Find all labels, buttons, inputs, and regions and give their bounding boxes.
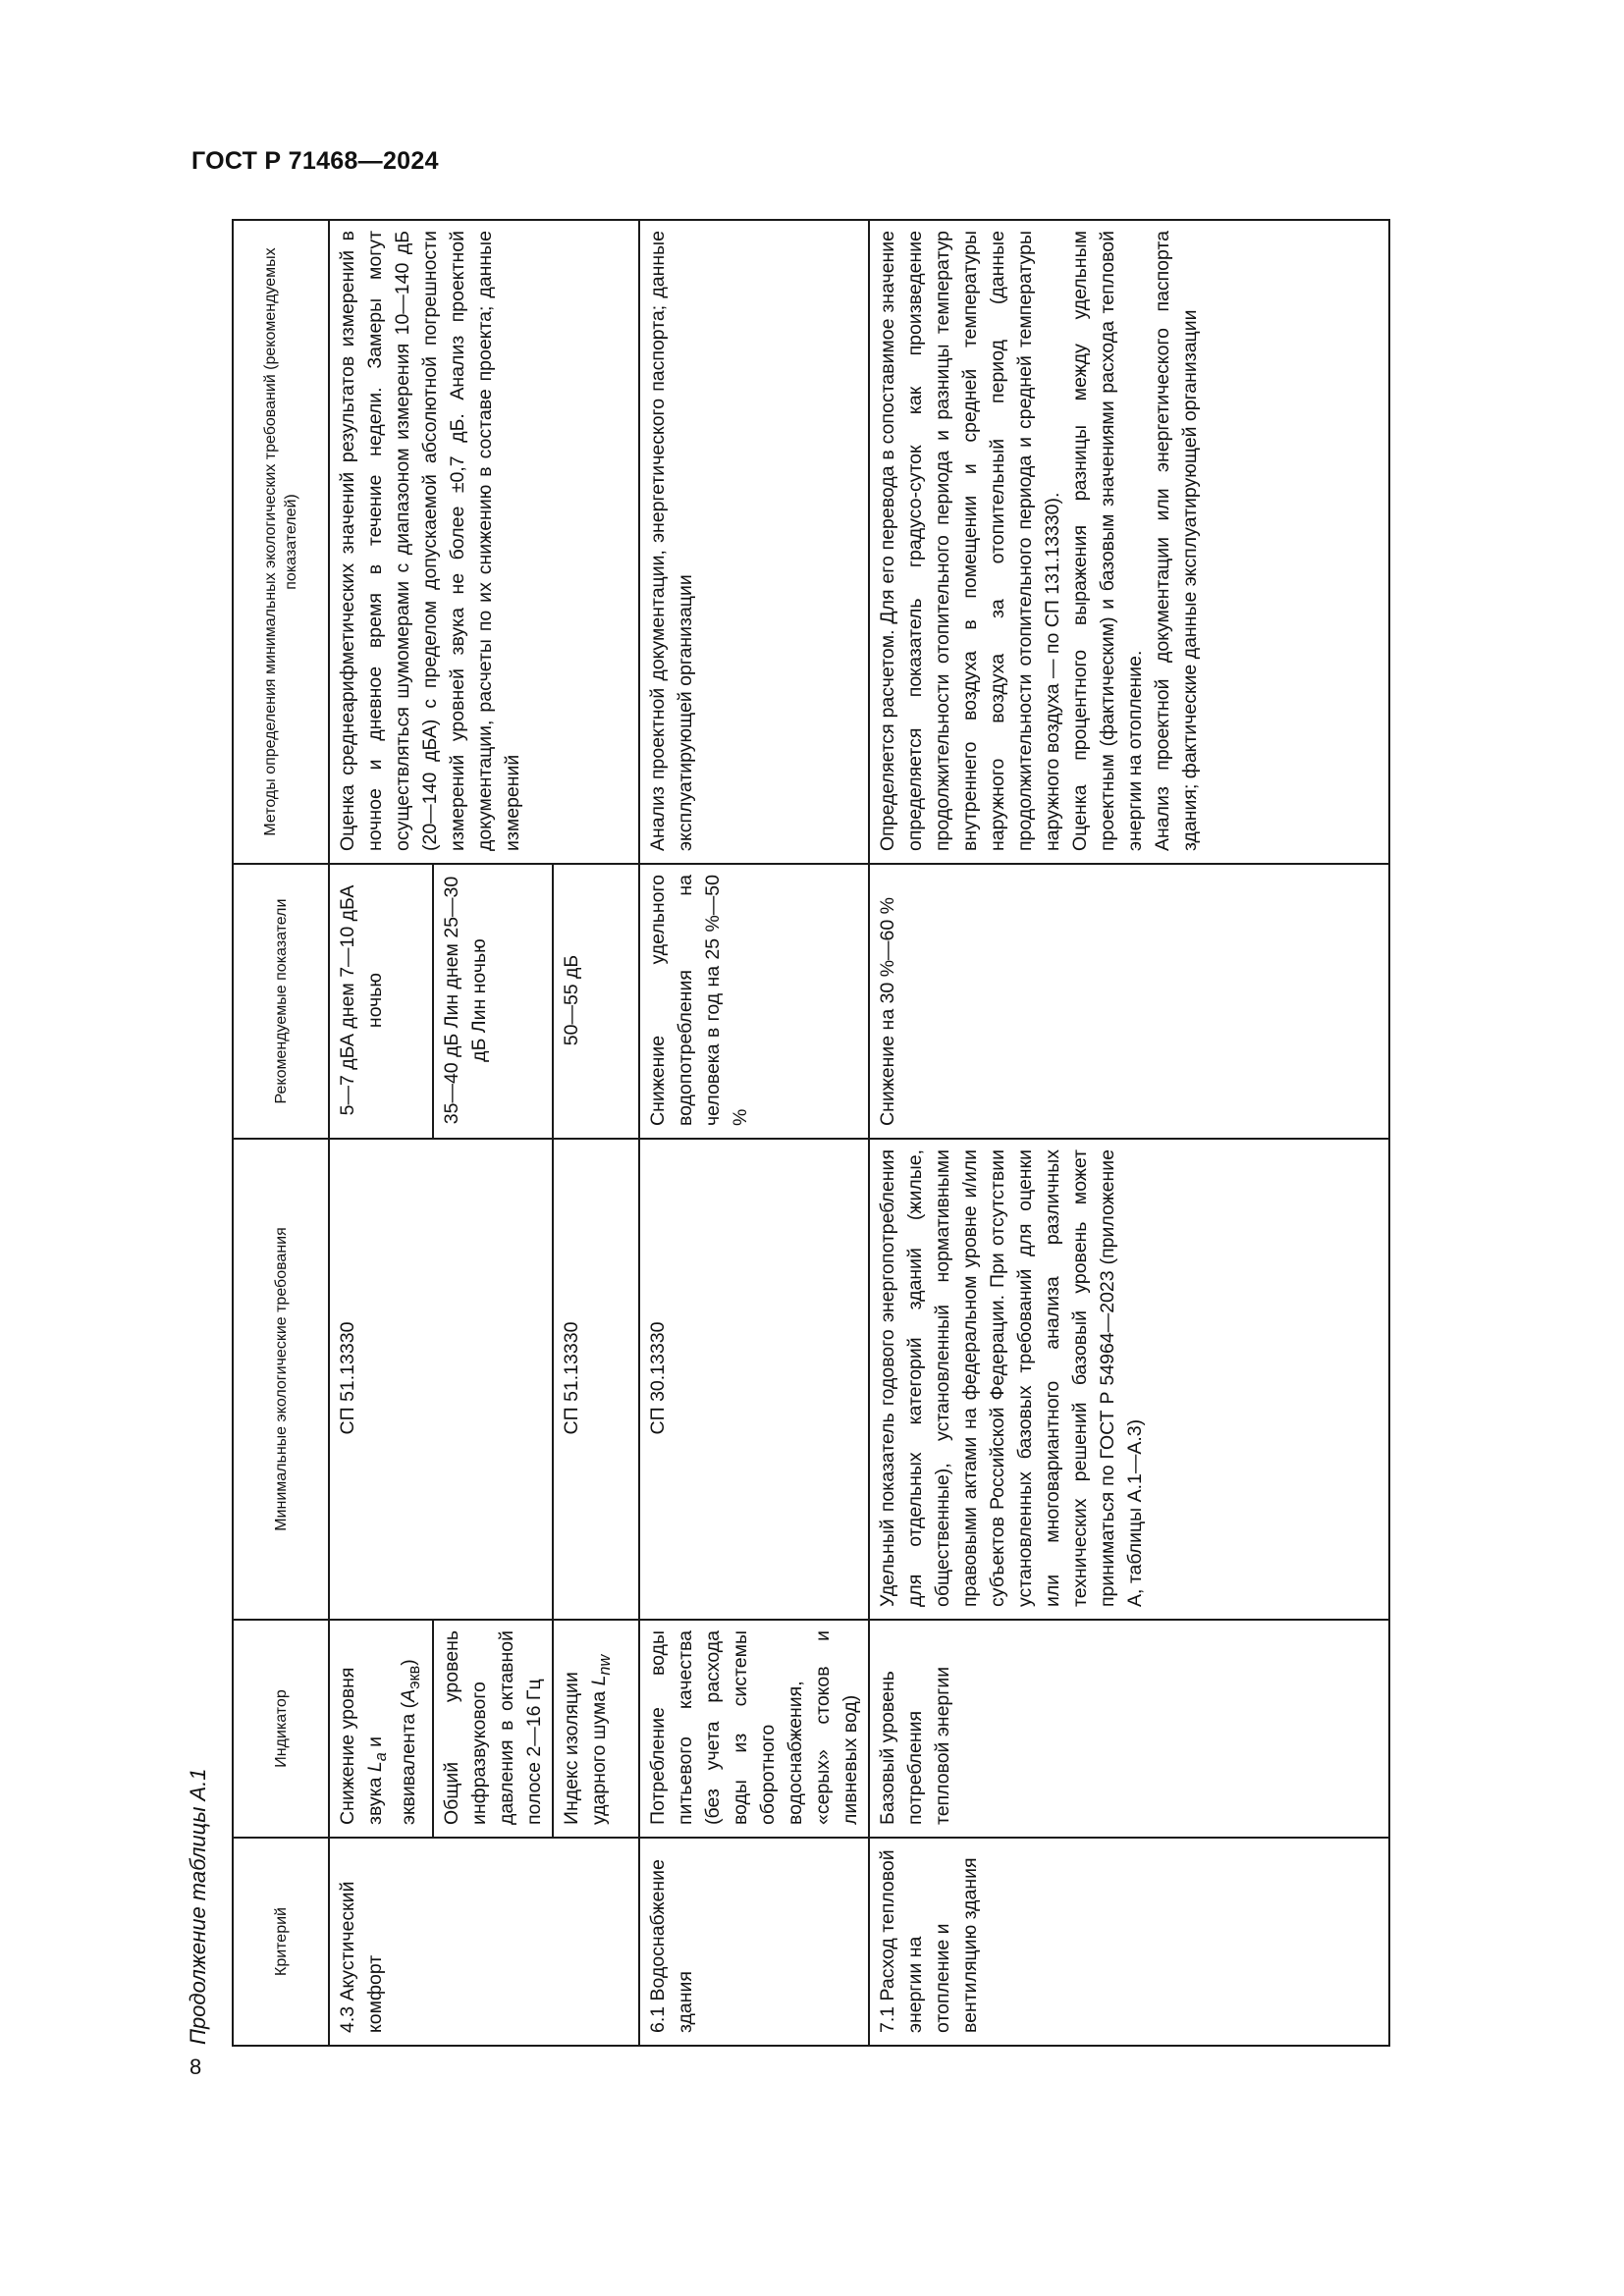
cell-requirement-sp30: СП 30.13330 <box>639 1139 869 1620</box>
symbol-a: A <box>397 1688 419 1702</box>
cell-recommended-db-lin: 35—40 дБ Лин днем 25—30 дБ Лин ночью <box>433 864 553 1139</box>
cell-indicator-water: Потребление воды питьевого качества (без учета расхода воды из системы оборотного водоснабжения, «серых» стоков и ливневых вод) <box>639 1620 869 1838</box>
cell-criterion-heat: 7.1 Расход тепловой энергии на отопление и вентиляцию здания <box>869 1838 1389 2046</box>
page-number: 8 <box>189 2055 202 2079</box>
method-paragraph-2: Оценка процентного выражения разницы между удельным проектным (фактическим) и базовым значениями расхода тепловой энергии на отопление. <box>1068 231 1146 851</box>
subscript-nw: nw <box>595 1654 614 1676</box>
symbol-l: L <box>587 1675 610 1686</box>
document-header: ГОСТ Р 71468—2024 <box>191 147 439 175</box>
cell-criterion-acoustic: 4.3 Акустический комфорт <box>329 1838 639 2046</box>
indicator-text-2: и эквивалента ( <box>364 1701 419 1825</box>
col-header-recommended: Рекомендуемые показатели <box>233 864 329 1139</box>
method-paragraph-1: Определяется расчетом. Для его перевода в сопоставимое значение определяется показатель градусо-суток как произведение продолжительности отопительного периода и разницы температур внутреннего воздуха в помещении и средней температуры наружного воздуха за отопительный период (данные продолжительности отопительного периода и средней температуры наружного воздуха — по СП 131.13330). <box>876 231 1063 851</box>
col-header-indicator: Индикатор <box>233 1620 329 1838</box>
cell-recommended-db: 50—55 дБ <box>553 864 639 1139</box>
table-row-acoustic-1 <box>329 220 433 2046</box>
requirements-table <box>232 219 1390 2047</box>
col-header-methods: Методы определения минимальных экологических требований (рекомендуемых показателей) <box>233 220 329 864</box>
col-header-min-requirements: Минимальные экологические требования <box>233 1139 329 1620</box>
cell-requirement-sp51-2: СП 51.13330 <box>553 1139 639 1620</box>
method-paragraph-3: Анализ проектной документации или энергетического паспорта здания; фактические данные эксплуатирующей организации <box>1151 231 1201 851</box>
rotated-page-content <box>177 221 1492 2056</box>
table-caption: Продолжение таблицы А.1 <box>186 1768 210 2045</box>
table-row-heat <box>869 220 1389 2046</box>
cell-indicator-impact-noise <box>553 1620 639 1838</box>
subscript-a: a <box>371 1752 390 1762</box>
cell-requirement-sp51: СП 51.13330 <box>329 1139 553 1620</box>
indicator-text: Снижение уровня звука <box>337 1667 386 1825</box>
cell-criterion-water: 6.1 Водоснабжение здания <box>639 1838 869 2046</box>
col-header-criterion: Критерий <box>233 1838 329 2046</box>
table-head <box>233 220 329 2046</box>
subscript-ekv: экв <box>405 1665 423 1689</box>
indicator-text: Индекс изоляции ударного шума <box>560 1672 610 1825</box>
cell-indicator-infrasound: Общий уровень инфразвукового давления в октавной полосе 2—16 Гц <box>433 1620 553 1838</box>
cell-recommended-water: Снижение удельного водопотребления на человека в год на 25 %—50 % <box>639 864 869 1139</box>
cell-requirement-heat: Удельный показатель годового энергопотребления для отдельных категорий зданий (жилые, общественные), установленный нормативными правовыми актами на федеральном уровне и/или субъектов Российской Федерации. При отсутствии установленных базовых требований для оценки или многовариантного анализа различных технических решений базовый уровень может приниматься по ГОСТ Р 54964—2023 (приложение А, таблицы А.1—А.3) <box>869 1139 1389 1620</box>
indicator-text-3: ) <box>397 1659 419 1666</box>
cell-indicator-heat: Базовый уровень потребления тепловой энергии <box>869 1620 1389 1838</box>
cell-method-acoustic: Оценка среднеарифметических значений результатов измерений в ночное и дневное время в течение недели. Замеры могут осуществляться шумомерами с диапазоном измерения 10—140 дБ (20—140 дБА) с пределом допускаемой абсолютной погрешности измерений уровней звука не более ±0,7 дБ. Анализ проектной документации, расчеты по их снижению в составе проекта; данные измерений <box>329 220 639 864</box>
cell-recommended-dba: 5—7 дБА днем 7—10 дБА ночью <box>329 864 433 1139</box>
header-row <box>233 220 329 2046</box>
cell-recommended-heat: Снижение на 30 %—60 % <box>869 864 1389 1139</box>
cell-method-heat <box>869 220 1389 864</box>
table-row-water <box>639 220 869 2046</box>
cell-indicator-sound-level <box>329 1620 433 1838</box>
symbol-l: L <box>364 1761 386 1773</box>
cell-method-water: Анализ проектной документации, энергетического паспорта; данные эксплуатирующей организации <box>639 220 869 864</box>
table-body <box>329 220 1389 2046</box>
